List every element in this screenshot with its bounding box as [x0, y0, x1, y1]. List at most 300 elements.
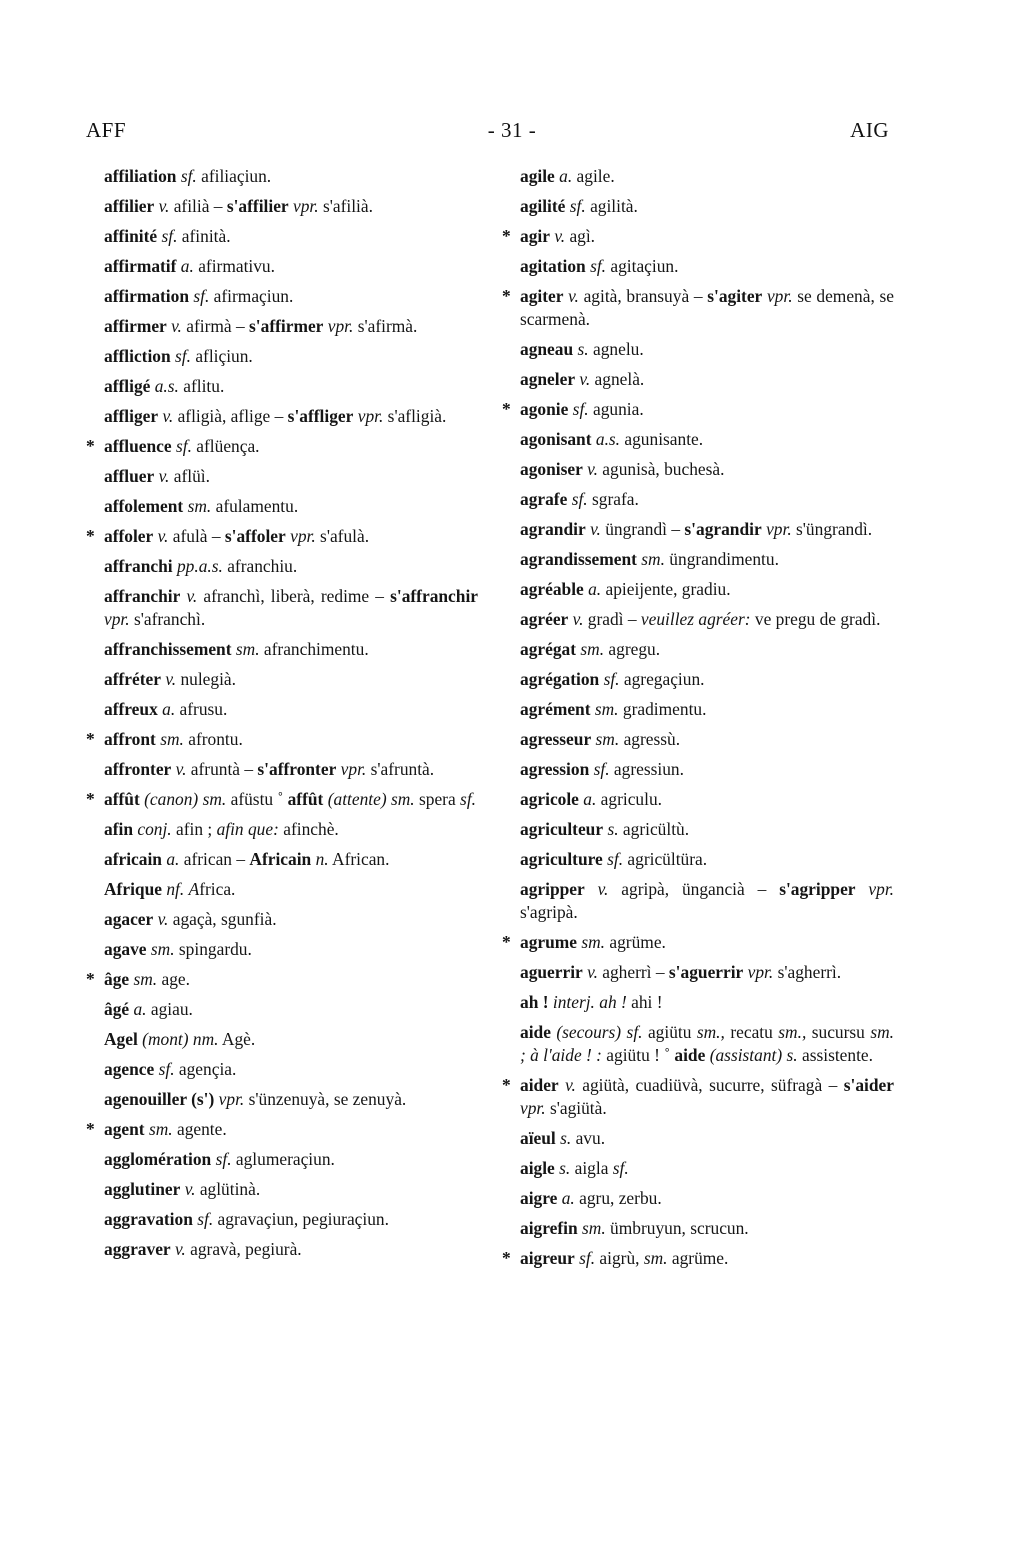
translation-text: agente. — [172, 1119, 227, 1139]
headword: agneau — [520, 339, 574, 359]
translation-text: agravà, pegiurà. — [185, 1239, 302, 1259]
translation-text: agressù. — [619, 729, 681, 749]
headword: aigle — [520, 1158, 555, 1178]
entry-text — [89, 225, 478, 248]
dictionary-entry — [86, 1178, 478, 1201]
grammar-label: sf. — [158, 1059, 175, 1079]
translation-text: agunisà, buchesà. — [597, 459, 725, 479]
headword: s'agrandir — [684, 519, 762, 539]
dictionary-entry — [86, 638, 478, 661]
dictionary-entry — [502, 285, 894, 331]
dictionary-entry — [86, 728, 478, 751]
entry-text — [505, 991, 894, 1014]
translation-text: afiliaçiun. — [196, 166, 272, 186]
translation-text: s'agherrì. — [773, 962, 842, 982]
grammar-label: sf. — [569, 196, 586, 216]
grammar-label: sf. — [460, 789, 476, 809]
entry-text — [505, 1127, 894, 1150]
dictionary-entry — [86, 375, 478, 398]
entry-text — [89, 375, 478, 398]
headword: affronter — [104, 759, 172, 779]
headword: affinité — [104, 226, 158, 246]
headword: agréer — [520, 609, 569, 629]
grammar-label: (canon) — [144, 789, 199, 809]
headword: aguerrir — [520, 962, 583, 982]
entry-text — [89, 758, 478, 781]
headword: aggraver — [104, 1239, 171, 1259]
grammar-label: vpr. — [766, 286, 793, 306]
grammar-label: sf. — [579, 1248, 596, 1268]
grammar-label: (assistant) — [709, 1045, 783, 1065]
entry-text — [89, 908, 478, 931]
headword: s'affliger — [287, 406, 354, 426]
grammar-label: v. — [158, 196, 170, 216]
grammar-label: v. — [157, 526, 169, 546]
headword: agitation — [520, 256, 586, 276]
headword: agenouiller (s') — [104, 1089, 215, 1109]
headword: s'aider — [843, 1075, 894, 1095]
grammar-label: a.s. — [595, 429, 621, 449]
dictionary-entry — [502, 698, 894, 721]
entry-text — [89, 668, 478, 691]
translation-text: aflitu. — [178, 376, 225, 396]
entry-text — [505, 578, 894, 601]
dictionary-entry — [86, 195, 478, 218]
dictionary-entry — [502, 668, 894, 691]
translation-text: agitaçiun. — [606, 256, 679, 276]
entry-text — [89, 465, 478, 488]
translation-text: agressiun. — [609, 759, 684, 779]
grammar-label: sf. — [603, 669, 620, 689]
translation-text: afrontu. — [183, 729, 243, 749]
dictionary-entry — [86, 968, 478, 991]
entry-text — [89, 495, 478, 518]
headword: agile — [520, 166, 555, 186]
headword: affirmation — [104, 286, 190, 306]
entry-text — [89, 555, 478, 578]
dictionary-entry — [86, 878, 478, 901]
dictionary-entry — [502, 818, 894, 841]
translation-text: ve pregu de gradì. — [750, 609, 881, 629]
grammar-label: a. — [561, 1188, 575, 1208]
dictionary-entry — [86, 495, 478, 518]
grammar-label: sm. — [641, 549, 665, 569]
headword: aggravation — [104, 1209, 193, 1229]
grammar-label: vpr. — [218, 1089, 245, 1109]
dictionary-entry — [502, 578, 894, 601]
dictionary-entry — [502, 548, 894, 571]
translation-text: s'afranchì. — [129, 609, 206, 629]
grammar-label: sm. — [390, 789, 415, 809]
headword: africain — [104, 849, 162, 869]
translation-text: aglumeraçiun. — [231, 1149, 335, 1169]
grammar-label: pp.a.s. — [176, 556, 223, 576]
dictionary-entry — [86, 758, 478, 781]
grammar-label: (secours) — [556, 1022, 622, 1042]
dictionary-entry — [502, 428, 894, 451]
grammar-label: sf. — [193, 286, 210, 306]
entry-text — [89, 998, 478, 1021]
translation-text: agunia. — [588, 399, 644, 419]
headword: agneler — [520, 369, 576, 389]
entry-text — [505, 668, 894, 691]
dictionary-entry — [86, 555, 478, 578]
headword: agricole — [520, 789, 579, 809]
dictionary-entry — [502, 1157, 894, 1180]
translation-text: spera — [414, 789, 461, 809]
translation-text: agravaçiun, pegiuraçiun. — [213, 1209, 389, 1229]
grammar-label: sm. — [594, 699, 619, 719]
headword: affluence — [104, 436, 172, 456]
translation-text: agaçà, sgunfià. — [168, 909, 277, 929]
grammar-label: conj. — [137, 819, 172, 839]
entry-text — [505, 1157, 894, 1180]
translation-text: afranchimentu. — [259, 639, 369, 659]
headword: agrégat — [520, 639, 577, 659]
headword: affront — [104, 729, 156, 749]
grammar-label: n. — [315, 849, 329, 869]
translation-text: s'afirmà. — [353, 316, 418, 336]
grammar-label: a. — [166, 849, 180, 869]
new-word-asterisk: * — [502, 1248, 511, 1268]
grammar-label: a. — [583, 789, 597, 809]
translation-text: agregaçiun. — [619, 669, 705, 689]
translation-text: ümbruyun, scrucun. — [605, 1218, 749, 1238]
entry-text — [505, 368, 894, 391]
dictionary-entry — [86, 345, 478, 368]
grammar-label: sf. — [572, 399, 589, 419]
grammar-label: a. — [180, 256, 194, 276]
headword: agriculture — [520, 849, 603, 869]
entry-text — [89, 788, 478, 811]
entry-text — [89, 728, 478, 751]
translation-text: afüstu ˚ — [226, 789, 288, 809]
translation-text: sgrafa. — [587, 489, 639, 509]
translation-text: afranchiu. — [222, 556, 298, 576]
grammar-label: v. — [587, 962, 598, 982]
translation-text: assistente. — [797, 1045, 873, 1065]
headword: agrandissement — [520, 549, 637, 569]
translation-text: agilità. — [585, 196, 638, 216]
entry-text — [89, 848, 478, 871]
entry-text — [505, 285, 894, 331]
entry-text — [89, 405, 478, 428]
translation-text: s'afruntà. — [366, 759, 435, 779]
grammar-label: vpr. — [747, 962, 774, 982]
headword: affût — [287, 789, 324, 809]
translation-text: African. — [328, 849, 390, 869]
headword: s'agiter — [707, 286, 763, 306]
grammar-label: vpr. — [290, 526, 316, 546]
headword: affolement — [104, 496, 184, 516]
headword: agrume — [520, 932, 577, 952]
translation-text: afulamentu. — [211, 496, 299, 516]
headword: agonisant — [520, 429, 592, 449]
grammar-label: sm. — [235, 639, 260, 659]
translation-text — [856, 879, 869, 899]
grammar-label: sm. — [160, 729, 184, 749]
entry-text — [89, 938, 478, 961]
dictionary-entry — [86, 1118, 478, 1141]
translation-text: spingardu. — [174, 939, 252, 959]
translation-text: gradì – — [583, 609, 641, 629]
grammar-label: afin que: — [216, 819, 279, 839]
headword: aïeul — [520, 1128, 556, 1148]
entry-text — [89, 1208, 478, 1231]
translation-text: aigla — [570, 1158, 613, 1178]
translation-text: s'agripà. — [520, 902, 578, 922]
entry-text — [505, 878, 894, 924]
dictionary-entry — [502, 488, 894, 511]
headword: agresseur — [520, 729, 592, 749]
dictionary-entry — [86, 908, 478, 931]
headword: s'affoler — [224, 526, 286, 546]
dictionary-entry — [86, 315, 478, 338]
new-word-asterisk: * — [86, 1119, 95, 1139]
grammar-label: v. — [565, 1075, 576, 1095]
dictionary-entry — [86, 1208, 478, 1231]
dictionary-entry — [502, 848, 894, 871]
left-column — [86, 165, 478, 1268]
headword: affût — [104, 789, 140, 809]
translation-text: apieijente, gradiu. — [601, 579, 731, 599]
grammar-label: sm. — [148, 1119, 173, 1139]
grammar-label: vpr. — [520, 1098, 546, 1118]
dictionary-entry — [86, 435, 478, 458]
grammar-label: (mont) — [142, 1029, 189, 1049]
headword: affranchi — [104, 556, 173, 576]
dictionary-entry — [502, 255, 894, 278]
headword: affliger — [104, 406, 159, 426]
grammar-label: s. — [607, 819, 619, 839]
headword: agence — [104, 1059, 155, 1079]
new-word-asterisk: * — [86, 729, 95, 749]
headword: agrégation — [520, 669, 600, 689]
headword: affreux — [104, 699, 158, 719]
headword: agilité — [520, 196, 566, 216]
headword: affranchir — [104, 586, 181, 606]
entry-text — [505, 1217, 894, 1240]
dictionary-entry — [502, 1127, 894, 1150]
grammar-label: sm. — [595, 729, 620, 749]
grammar-label: v. — [175, 759, 187, 779]
translation-text: agripà, üngancià – — [608, 879, 780, 899]
entry-text — [505, 818, 894, 841]
headword: Africain — [249, 849, 312, 869]
dictionary-entry — [86, 255, 478, 278]
dictionary-entry — [86, 1148, 478, 1171]
translation-text: s'agiütà. — [545, 1098, 607, 1118]
new-word-asterisk: * — [502, 286, 511, 306]
grammar-label: sm. — [582, 1218, 606, 1238]
entry-text — [89, 345, 478, 368]
grammar-label: (attente) — [327, 789, 387, 809]
grammar-label: a. — [133, 999, 147, 1019]
grammar-label: sm. — [187, 496, 212, 516]
grammar-label: v. — [568, 286, 579, 306]
entry-text — [505, 428, 894, 451]
new-word-asterisk: * — [502, 399, 511, 419]
translation-text: agriculu. — [596, 789, 662, 809]
grammar-label: sf. — [215, 1149, 232, 1169]
new-word-asterisk: * — [86, 436, 95, 456]
running-head-right: AIG — [850, 118, 889, 142]
dictionary-entry — [86, 668, 478, 691]
headword: affligé — [104, 376, 151, 396]
grammar-label: sf. — [180, 166, 197, 186]
dictionary-entry — [502, 1074, 894, 1120]
entry-text — [505, 225, 894, 248]
grammar-label: sf. — [612, 1158, 629, 1178]
translation-text: agnelu. — [588, 339, 644, 359]
translation-text: afirmà – — [181, 316, 250, 336]
new-word-asterisk: * — [86, 969, 95, 989]
headword: s'affranchir — [390, 586, 478, 606]
grammar-label: sf. — [571, 489, 588, 509]
headword: agave — [104, 939, 147, 959]
dictionary-entry — [502, 878, 894, 924]
grammar-label: sf. — [607, 849, 624, 869]
headword: affoler — [104, 526, 154, 546]
grammar-label: sm. — [643, 1248, 668, 1268]
grammar-label: v. — [579, 369, 591, 389]
headword: affirmatif — [104, 256, 177, 276]
headword: Afrique — [104, 879, 162, 899]
headword: aide — [520, 1022, 551, 1042]
translation-text: african – — [179, 849, 250, 869]
grammar-label: a. — [162, 699, 176, 719]
translation-text: afligià, aflige – — [173, 406, 288, 426]
translation-text: afilià – — [169, 196, 227, 216]
headword: affranchissement — [104, 639, 232, 659]
grammar-label: ah ! — [599, 992, 627, 1012]
headword: agiter — [520, 286, 564, 306]
grammar-label: sf. — [590, 256, 607, 276]
translation-text: agregu. — [604, 639, 661, 659]
headword: agrafe — [520, 489, 568, 509]
headword: agoniser — [520, 459, 583, 479]
dictionary-entry — [86, 465, 478, 488]
headword: affliction — [104, 346, 171, 366]
dictionary-entry — [502, 368, 894, 391]
translation-text: agiütu ! ˚ — [601, 1045, 675, 1065]
grammar-label: sf. — [593, 759, 610, 779]
entry-text — [505, 548, 894, 571]
entry-text — [89, 195, 478, 218]
dictionary-entry — [502, 225, 894, 248]
translation-text: agiütà, cuadiüvà, sucurre, süfragà – — [575, 1075, 844, 1095]
dictionary-entry — [502, 1217, 894, 1240]
translation-text: avu. — [571, 1128, 606, 1148]
running-head-left: AFF — [86, 118, 127, 142]
translation-text: Agè. — [218, 1029, 256, 1049]
translation-text: üngrandì – — [600, 519, 685, 539]
headword: agrandir — [520, 519, 586, 539]
headword: affiliation — [104, 166, 177, 186]
entry-text — [505, 488, 894, 511]
grammar-label: v. — [572, 609, 584, 629]
dictionary-entry — [502, 398, 894, 421]
translation-text: afrusu. — [175, 699, 228, 719]
dictionary-entry — [502, 1187, 894, 1210]
grammar-label: a. — [588, 579, 602, 599]
grammar-label: v. — [587, 459, 598, 479]
headword: affréter — [104, 669, 161, 689]
grammar-label: v. — [171, 316, 182, 336]
headword: aigrefin — [520, 1218, 578, 1238]
dictionary-entry — [86, 1028, 478, 1051]
grammar-label: sf. — [175, 346, 191, 366]
translation-text: ahi ! — [626, 992, 663, 1012]
grammar-label: v. — [158, 466, 170, 486]
entry-text — [505, 1247, 894, 1270]
dictionary-entry — [86, 1058, 478, 1081]
dictionary-entry — [502, 961, 894, 984]
headword: agglomération — [104, 1149, 212, 1169]
grammar-label: veuillez agréer: — [640, 609, 751, 629]
translation-text: agità, bransuyà – — [578, 286, 708, 306]
dictionary-entry — [502, 638, 894, 661]
entry-text — [89, 1088, 478, 1111]
headword: aigre — [520, 1188, 558, 1208]
entry-text — [505, 398, 894, 421]
grammar-label: sf. — [197, 1209, 214, 1229]
entry-text — [89, 818, 478, 841]
grammar-label: vpr. — [340, 759, 367, 779]
grammar-label: v. — [175, 1239, 186, 1259]
headword: agacer — [104, 909, 154, 929]
grammar-label: s. — [559, 1158, 571, 1178]
dictionary-entry — [502, 165, 894, 188]
translation-text: afinità. — [177, 226, 231, 246]
page-number: - 31 - — [487, 118, 537, 142]
dictionary-entry — [502, 458, 894, 481]
headword: afin — [104, 819, 133, 839]
headword: âge — [104, 969, 130, 989]
translation-text: s'afligià. — [383, 406, 447, 426]
entry-text — [89, 435, 478, 458]
entry-text — [89, 638, 478, 661]
translation-text: agricültù. — [618, 819, 690, 839]
grammar-label: vpr. — [868, 879, 895, 899]
translation-text: afirmativu. — [193, 256, 275, 276]
headword: ah ! — [520, 992, 549, 1012]
grammar-label: sm. ; à l'aide ! : — [520, 1022, 895, 1065]
translation-text: agiau. — [146, 999, 193, 1019]
entry-text — [89, 285, 478, 308]
grammar-label: vpr. — [293, 196, 319, 216]
dictionary-entry — [502, 518, 894, 541]
grammar-label: sm., — [778, 1022, 807, 1042]
headword: affluer — [104, 466, 155, 486]
headword: s'affronter — [257, 759, 337, 779]
grammar-label: s. — [560, 1128, 572, 1148]
translation-text: s'afulà. — [315, 526, 370, 546]
dictionary-entry — [86, 998, 478, 1021]
new-word-asterisk: * — [502, 226, 511, 246]
entry-text — [89, 1148, 478, 1171]
entry-text — [505, 931, 894, 954]
grammar-label: vpr. — [766, 519, 792, 539]
grammar-label: a.s. — [154, 376, 179, 396]
translation-text: recatu — [724, 1022, 779, 1042]
translation-text: agiütu — [642, 1022, 697, 1042]
grammar-label: sm. — [580, 639, 605, 659]
translation-text: üngrandimentu. — [664, 549, 779, 569]
dictionary-entry — [502, 608, 894, 631]
translation-text: aglütinà. — [195, 1179, 261, 1199]
translation-text: agì. — [565, 226, 596, 246]
